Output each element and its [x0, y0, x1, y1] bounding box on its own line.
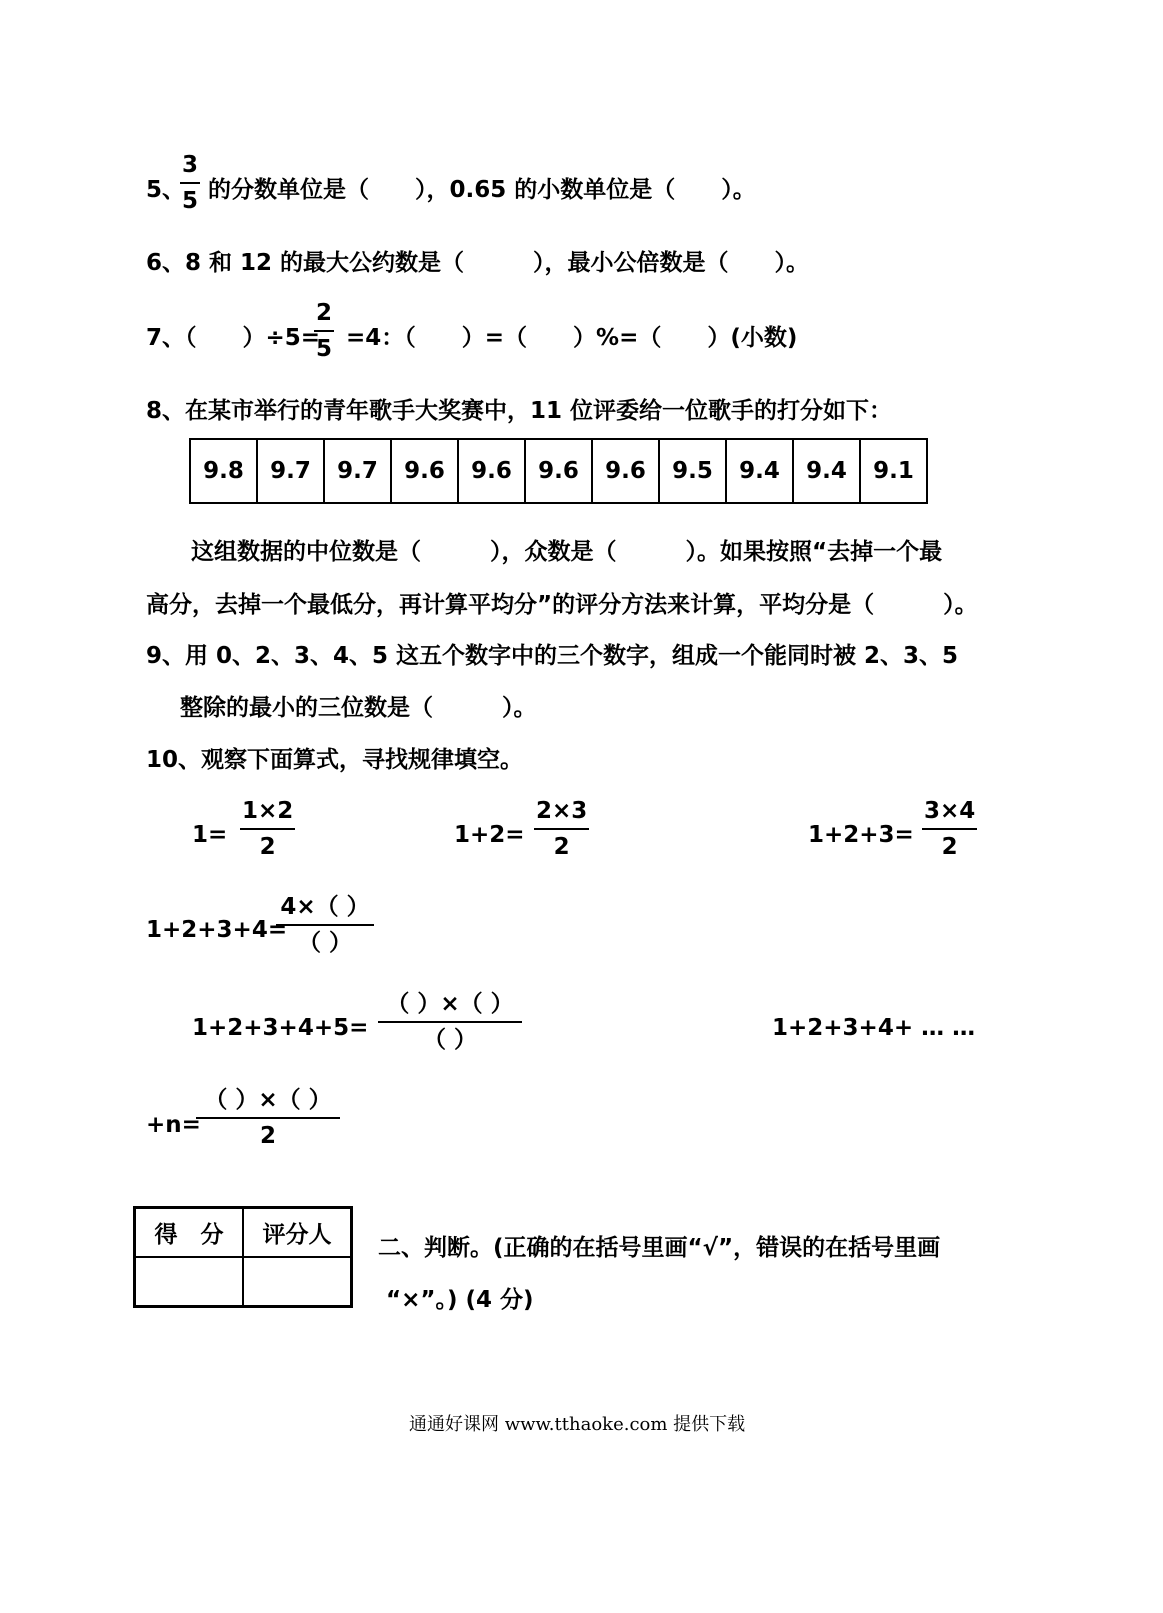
- fraction-numerator: 1×2: [242, 798, 294, 824]
- q10-eq3-left: 1+2+3=: [808, 822, 914, 848]
- q5-prefix: 5、: [146, 177, 186, 203]
- fraction-numerator: 4×（ ）: [280, 894, 370, 920]
- fraction-numerator: 2×3: [536, 798, 588, 824]
- q7-suffix: =4：（ ）=（ ）%=（ ）(小数): [346, 325, 798, 351]
- q5-fraction-denominator: 5: [182, 188, 199, 214]
- q8-intro: 8、在某市举行的青年歌手大奖赛中，11 位评委给一位歌手的打分如下：: [146, 398, 893, 424]
- q7-fraction-numerator: 2: [316, 300, 333, 326]
- q9-line2: 整除的最小的三位数是（ ）。: [180, 695, 537, 721]
- q10-eq6-text: 1+2+3+4+ … …: [772, 1015, 976, 1041]
- fraction-numerator: 3×4: [924, 798, 976, 824]
- q10-eq1-fraction: [240, 796, 295, 862]
- score-cell: 9.6: [391, 439, 458, 503]
- q7-fraction: [314, 298, 334, 364]
- q10-eq7-fraction: [196, 1085, 340, 1151]
- q10-intro: 10、观察下面算式，寻找规律填空。: [146, 747, 524, 773]
- score-cell: 9.5: [659, 439, 726, 503]
- q10-eq1-left: 1=: [192, 822, 228, 848]
- grader-header: 评分人: [243, 1208, 352, 1258]
- section2-line2: “×”。) (4 分): [386, 1287, 534, 1313]
- fraction-denominator: （ ）: [297, 930, 352, 956]
- q6-text: 6、8 和 12 的最大公约数是（ ），最小公倍数是（ ）。: [146, 250, 810, 276]
- q8-line2: 高分，去掉一个最低分，再计算平均分”的评分方法来计算，平均分是（ ）。: [146, 592, 978, 618]
- q5-text: 的分数单位是（ ），0.65 的小数单位是（ ）。: [208, 177, 756, 203]
- q5-fraction: [180, 150, 200, 216]
- grader-blank-cell: [243, 1257, 352, 1307]
- q10-eq5-left: 1+2+3+4+5=: [192, 1015, 369, 1041]
- q10-eq2-left: 1+2=: [454, 822, 525, 848]
- footer-text: 通通好课网 www.tthaoke.com 提供下载: [409, 1414, 746, 1435]
- q10-eq7-left: +n=: [146, 1112, 201, 1138]
- fraction-denominator: 2: [259, 1123, 276, 1149]
- q10-eq5-fraction: [378, 989, 522, 1055]
- q9-line1: 9、用 0、2、3、4、5 这五个数字中的三个数字，组成一个能同时被 2、3、5: [146, 643, 959, 669]
- score-cell: 9.8: [190, 439, 257, 503]
- score-cell: 9.7: [257, 439, 324, 503]
- q10-eq4-fraction: [276, 892, 374, 958]
- score-cell: 9.6: [525, 439, 592, 503]
- q7-fraction-denominator: 5: [316, 336, 333, 362]
- fraction-denominator: （ ）: [422, 1027, 477, 1053]
- fraction-denominator: 2: [553, 834, 570, 860]
- score-cell: 9.4: [726, 439, 793, 503]
- score-cell: 9.7: [324, 439, 391, 503]
- fraction-numerator: （ ）×（ ）: [386, 991, 514, 1017]
- score-cell: 9.6: [458, 439, 525, 503]
- q8-score-table: [189, 438, 928, 504]
- fraction-numerator: （ ）×（ ）: [204, 1087, 332, 1113]
- q10-eq2-fraction: [534, 796, 589, 862]
- fraction-denominator: 2: [941, 834, 958, 860]
- section2-line1: 二、判断。(正确的在括号里画“√”，错误的在括号里画: [378, 1235, 941, 1261]
- score-cell: 9.4: [793, 439, 860, 503]
- score-blank-cell: [135, 1257, 244, 1307]
- fraction-denominator: 2: [259, 834, 276, 860]
- q5-fraction-numerator: 3: [182, 152, 199, 178]
- q10-eq3-fraction: [922, 796, 977, 862]
- score-cell: 9.1: [860, 439, 927, 503]
- score-cell: 9.6: [592, 439, 659, 503]
- table-row: [135, 1208, 352, 1258]
- table-row: [135, 1257, 352, 1307]
- table-row: [190, 439, 927, 503]
- q10-eq4-left: 1+2+3+4=: [146, 917, 288, 943]
- q7-prefix: 7、（ ）÷5=: [146, 325, 321, 351]
- score-header: 得 分: [135, 1208, 244, 1258]
- q8-line1: 这组数据的中位数是（ ），众数是（ ）。如果按照“去掉一个最: [191, 539, 943, 565]
- grader-table: [133, 1206, 353, 1308]
